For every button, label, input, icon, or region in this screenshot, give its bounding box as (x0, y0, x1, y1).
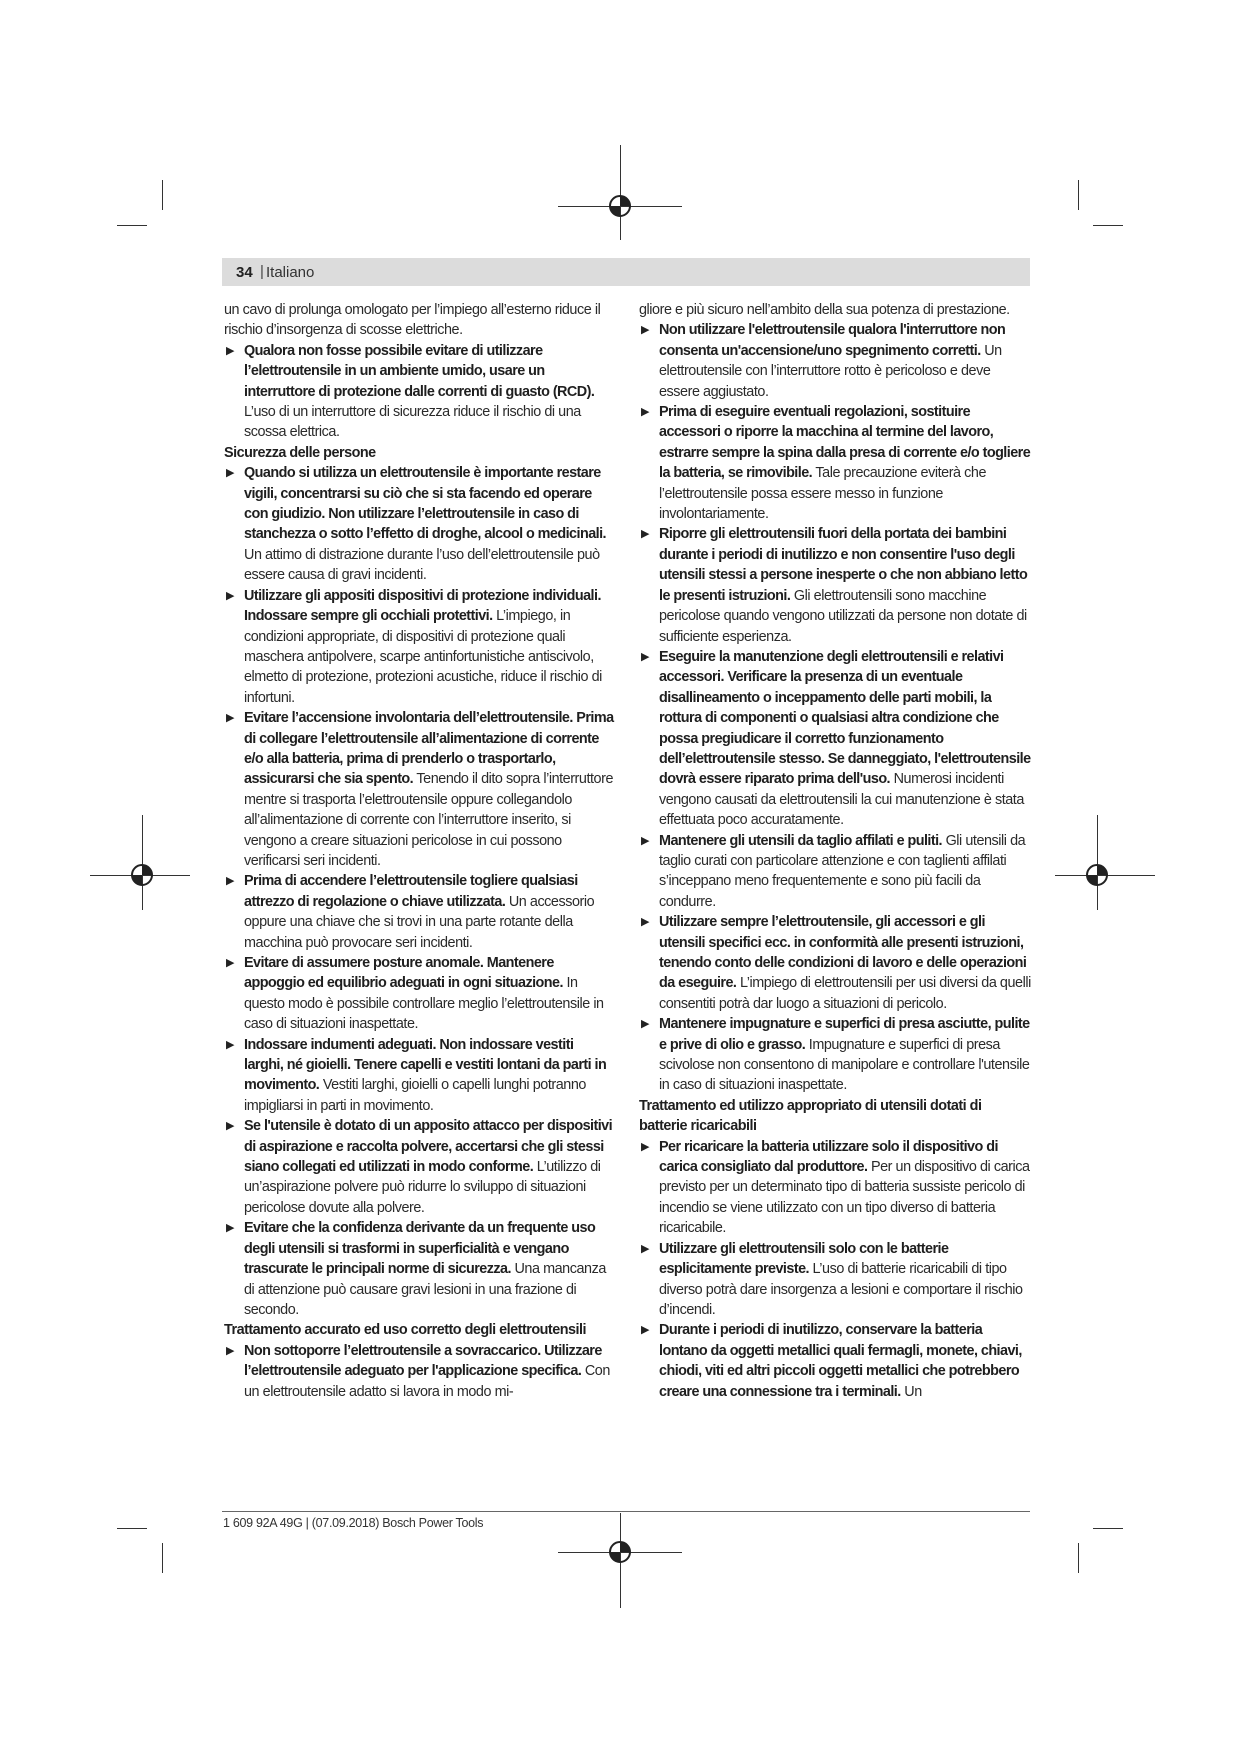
list-item: ▶ Per ricaricare la batteria utilizzare solo il dispositivo di carica consigliato dal produttore. Per un dispositivo di carica previsto per un determinato tipo di batteria sussiste pericolo di incendio se viene utilizzato con un tipo diverso di batteria ricaricabile. (641, 1138, 1030, 1237)
bullet-arrow-icon: ▶ (641, 1140, 650, 1153)
list-item: ▶ Utilizzare gli appositi dispositivi di protezione individuali. Indossare sempre gli occhiali protettivi. L’impiego, in condizioni appropriate, di dispositivi di protezione quali maschera antipolvere, scarpe antinfortunistiche antiscivolo, elmetto di protezione, protezioni acustiche, riduce il rischio di infortuni. (226, 587, 602, 706)
bullet-arrow-icon: ▶ (226, 875, 235, 888)
bullet-arrow-icon: ▶ (641, 1242, 650, 1255)
list-item: ▶ Evitare l’accensione involontaria dell’elettroutensile. Prima di collegare l’elettroutensile all’alimentazione di corrente e/o alla batteria, prima di prenderlo o trasportarlo, assicurarsi che sia spento. Tenendo il dito sopra l’interruttore mentre si trasporta l’elettroutensile oppure collegandolo all’alimentazione di corrente con l’interruttore inserito, si vengono a creare situazioni pericolose in cui possono verificarsi seri incidenti. (226, 710, 614, 869)
footer-rule (222, 1511, 1030, 1512)
list-item: ▶ Evitare di assumere posture anomale. Mantenere appoggio ed equilibrio adeguati in ogni situazione. In questo modo è possibile controllare meglio l’elettroutensile in caso di situazioni inaspettate. (226, 955, 604, 1033)
header-separator: | (260, 263, 264, 280)
list-item: ▶ Eseguire la manutenzione degli elettroutensili e relativi accessori. Verificare la presenza di un eventuale disallineamento o inceppamento delle parti mobili, la rottura di componenti o qualsiasi altra condizione che possa pregiudicare il corretto funzionamento dell’elettroutensile stesso. Se danneggiato, l'elettroutensile dovrà essere riparato prima dell'uso. Numerosi incidenti vengono causati da elettroutensili la cui manutenzione è stata effettuata poco accuratamente. (641, 648, 1031, 829)
header-bar (222, 258, 1030, 286)
paragraph: gliore e più sicuro nell’ambito della sua potenza di prestazione. (639, 302, 1010, 318)
list-item: ▶ Riporre gli elettroutensili fuori della portata dei bambini durante i periodi di inutilizzo e non consentire l'uso degli utensili stessi a persone inesperte o che non abbiano letto le presenti istruzioni. Gli elettroutensili sono macchine pericolose quando vengono utilizzati da persone non dotate di sufficiente esperienza. (641, 526, 1028, 645)
list-item: ▶ Non sottoporre l’elettroutensile a sovraccarico. Utilizzare l’elettroutensile adeguato per l'applicazione specifica. Con un elettroutensile adatto si lavora in modo mi- (226, 1342, 610, 1400)
crop-mark (162, 180, 163, 210)
list-item: ▶ Quando si utilizza un elettroutensile è importante restare vigili, concentrarsi su ciò che si sta facendo ed operare con giudizio. Non utilizzare l’elettroutensile in caso di stanchezza o sotto l’effetto di droghe, alcool o medicinali. Un attimo di distrazione durante l’uso dell’elettroutensile può essere causa di gravi incidenti. (226, 465, 606, 584)
registration-target-icon (607, 193, 633, 219)
bullet-arrow-icon: ▶ (641, 324, 650, 337)
bullet-arrow-icon: ▶ (226, 712, 235, 725)
bullet-arrow-icon: ▶ (226, 957, 235, 969)
list-item: ▶ Se l'utensile è dotato di un apposito attacco per dispositivi di aspirazione e raccolta polvere, accertarsi che gli stessi siano collegati ed utilizzati in modo conforme. L’utilizzo di un’aspirazione polvere può ridurre lo sviluppo di situazioni pericolose dovute alla polvere. (226, 1118, 613, 1216)
registration-target-icon (607, 1539, 633, 1565)
crop-mark (117, 1528, 147, 1529)
list-item: ▶ Utilizzare sempre l’elettroutensile, gli accessori e gli utensili specifici ecc. in conformità alle presenti istruzioni, tenendo conto delle condizioni di lavoro e delle operazioni da eseguire. L’impiego di elettroutensili per usi diversi da quelli consentiti potrà dar luogo a situazioni di pericolo. (641, 914, 1031, 1012)
bullet-arrow-icon: ▶ (226, 589, 235, 602)
bullet-arrow-icon: ▶ (226, 344, 235, 357)
crop-mark (1093, 1528, 1123, 1529)
list-item: ▶ Prima di eseguire eventuali regolazioni, sostituire accessori o riporre la macchina al termine del lavoro, estrarre sempre la spina dalla presa di corrente e/o togliere la batteria, se rimovibile. Tale precauzione eviterà che l’elettroutensile possa essere messo in funzione involontariamente. (641, 404, 1031, 523)
registration-target-icon (129, 862, 155, 888)
list-item: ▶ Durante i periodi di inutilizzo, conservare la batteria lontano da oggetti metallici quali fermagli, monete, chiavi, chiodi, viti ed altri piccoli oggetti metallici che potrebbero creare una connessione tra i terminali. Un (641, 1322, 1022, 1400)
list-item: ▶ Mantenere gli utensili da taglio affilati e puliti. Gli utensili da taglio curati con particolare attenzione e con taglienti affilati s’inceppano meno frequentemente e sono più facili da condurre. (641, 832, 1026, 910)
paragraph: un cavo di prolunga omologato per l’impiego all’esterno riduce il rischio d’insorgenza di scosse elettriche. (224, 302, 601, 339)
list-item: ▶ Prima di accendere l’elettroutensile togliere qualsiasi attrezzo di regolazione o chiave utilizzata. Un accessorio oppure una chiave che si trovi in una parte rotante della macchina può provocare seri incidenti. (226, 873, 595, 951)
bullet-arrow-icon: ▶ (641, 834, 650, 847)
registration-target-icon (1084, 862, 1110, 888)
left-column (224, 300, 616, 1402)
footer-text: 1 609 92A 49G | (07.09.2018) Bosch Power Tools (223, 1516, 484, 1530)
list-item: ▶ Non utilizzare l'elettroutensile qualora l'interruttore non consenta un'accensione/uno spegnimento corretti. Un elettroutensile con l’interruttore rotto è pericoloso e deve essere aggiustato. (641, 322, 1006, 400)
list-item: ▶ Qualora non fosse possibile evitare di utilizzare l’elettroutensile in un ambiente umido, usare un interruttore di protezione dalle correnti di guasto (RCD). L’uso di un interruttore di sicurezza riduce il rischio di una scossa elettrica. (226, 342, 595, 441)
section-heading: Trattamento ed utilizzo appropriato di utensili dotati di batterie ricaricabili (639, 1097, 982, 1135)
bullet-arrow-icon: ▶ (641, 1324, 650, 1337)
crop-mark (162, 1543, 163, 1573)
section-heading: Sicurezza delle persone (224, 444, 376, 461)
bullet-arrow-icon: ▶ (641, 650, 650, 663)
bullet-arrow-icon: ▶ (641, 406, 650, 419)
bullet-arrow-icon: ▶ (226, 1222, 235, 1235)
header-language: Italiano (266, 264, 315, 281)
crop-mark (1078, 1543, 1079, 1573)
bullet-arrow-icon: ▶ (226, 467, 235, 480)
crop-mark (1093, 225, 1123, 226)
right-column (639, 300, 1031, 1402)
bullet-arrow-icon: ▶ (641, 1018, 650, 1031)
crop-mark (117, 225, 147, 226)
bullet-arrow-icon: ▶ (641, 916, 650, 929)
list-item: ▶ Indossare indumenti adeguati. Non indossare vestiti larghi, né gioielli. Tenere capelli e vestiti lontani da parti in movimento. Vestiti larghi, gioielli o capelli lunghi potranno impigliarsi in parti in movimento. (226, 1036, 607, 1114)
list-item: ▶ Utilizzare gli elettroutensili solo con le batterie esplicitamente previste. L’uso di batterie ricaricabili di tipo diverso potrà dare insorgenza a lesioni e comportare il rischio d’incendi. (641, 1240, 1023, 1318)
page-number: 34 (236, 264, 253, 281)
bullet-arrow-icon: ▶ (226, 1344, 235, 1357)
bullet-arrow-icon: ▶ (641, 528, 650, 541)
bullet-arrow-icon: ▶ (226, 1120, 235, 1133)
bullet-arrow-icon: ▶ (226, 1038, 235, 1051)
list-item: ▶ Evitare che la confidenza derivante da un frequente uso degli utensili si trasformi in superficialità e vengano trascurate le principali norme di sicurezza. Una mancanza di attenzione può causare gravi lesioni in una frazione di secondo. (226, 1220, 606, 1318)
list-item: ▶ Mantenere impugnature e superfici di presa asciutte, pulite e prive di olio e grasso. Impugnature e superfici di presa scivolose non consentono di manipolare e controllare l'utensile in caso di situazioni inaspettate. (641, 1016, 1030, 1094)
crop-mark (1078, 180, 1079, 210)
section-heading: Trattamento accurato ed uso corretto degli elettroutensili (224, 1322, 587, 1339)
